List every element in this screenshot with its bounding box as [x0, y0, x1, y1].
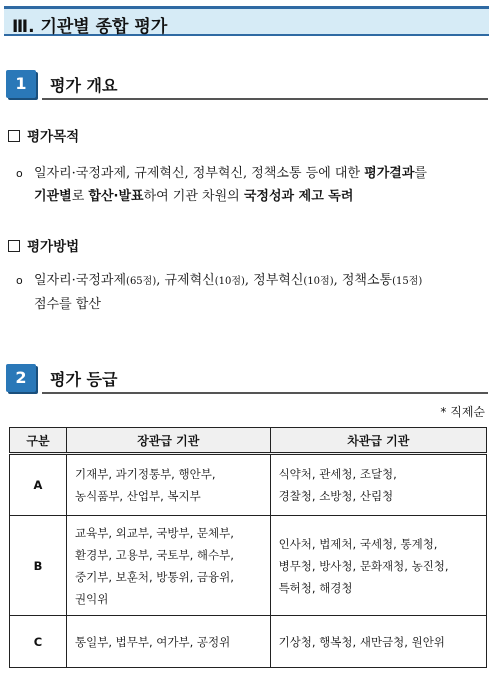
ministers-cell: 기재부, 과기정통부, 행안부, 농식품부, 산업부, 복지부 — [67, 454, 271, 516]
main-title: Ⅲ. 기관별 종합 평가 — [12, 17, 168, 37]
purpose-paragraph: o 일자리·국정과제, 규제혁신, 정부혁신, 정책소통 등에 대한 평가결과를 기관별로 합산·발표하여 기관 차원의 국정성과 제고 독려 — [16, 162, 488, 208]
ministers-cell: 교육부, 외교부, 국방부, 문체부, 환경부, 고용부, 국토부, 해수부, 중기부, 보훈처, 방통위, 금융위, 권익위 — [67, 516, 271, 616]
method-paragraph: o 일자리·국정과제(65점), 규제혁신(10점), 정부혁신(10점), 정책소통(15점) 점수를 합산 — [16, 269, 488, 316]
grade-table — [9, 427, 487, 668]
grade-cell: C — [10, 616, 67, 668]
table-row — [10, 454, 487, 516]
ministers-cell: 통일부, 법무부, 여가부, 공정위 — [67, 616, 271, 668]
col-header-vice: 차관급 기관 — [270, 428, 486, 454]
section-number: 2 — [6, 364, 36, 392]
order-note: * 직제순 — [440, 405, 485, 419]
section-1-header — [6, 70, 488, 100]
col-header-grade: 구분 — [10, 428, 67, 454]
method-heading: 평가방법 — [8, 235, 79, 255]
table-row — [10, 616, 487, 668]
section-2-header — [6, 364, 488, 394]
col-header-ministers: 장관급 기관 — [67, 428, 271, 454]
bullet-icon: o — [16, 167, 23, 180]
section-number: 1 — [6, 70, 36, 98]
grade-cell: A — [10, 454, 67, 516]
grade-cell: B — [10, 516, 67, 616]
main-title-bar — [4, 6, 489, 36]
divider — [42, 98, 488, 100]
vice-cell: 식약처, 관세청, 조달청, 경찰청, 소방청, 산림청 — [270, 454, 486, 516]
section-title: 평가 등급 — [50, 370, 118, 389]
checkbox-square-icon — [8, 240, 20, 252]
table-header-row — [10, 428, 487, 454]
section-title: 평가 개요 — [50, 76, 118, 95]
purpose-heading: 평가목적 — [8, 125, 79, 145]
vice-cell: 기상청, 행복청, 새만금청, 원안위 — [270, 616, 486, 668]
checkbox-square-icon — [8, 130, 20, 142]
bullet-icon: o — [16, 274, 23, 287]
divider — [42, 392, 488, 394]
vice-cell: 인사처, 법제처, 국세청, 통계청, 병무청, 방사청, 문화재청, 농진청, 특허청, 해경청 — [270, 516, 486, 616]
table-row — [10, 516, 487, 616]
